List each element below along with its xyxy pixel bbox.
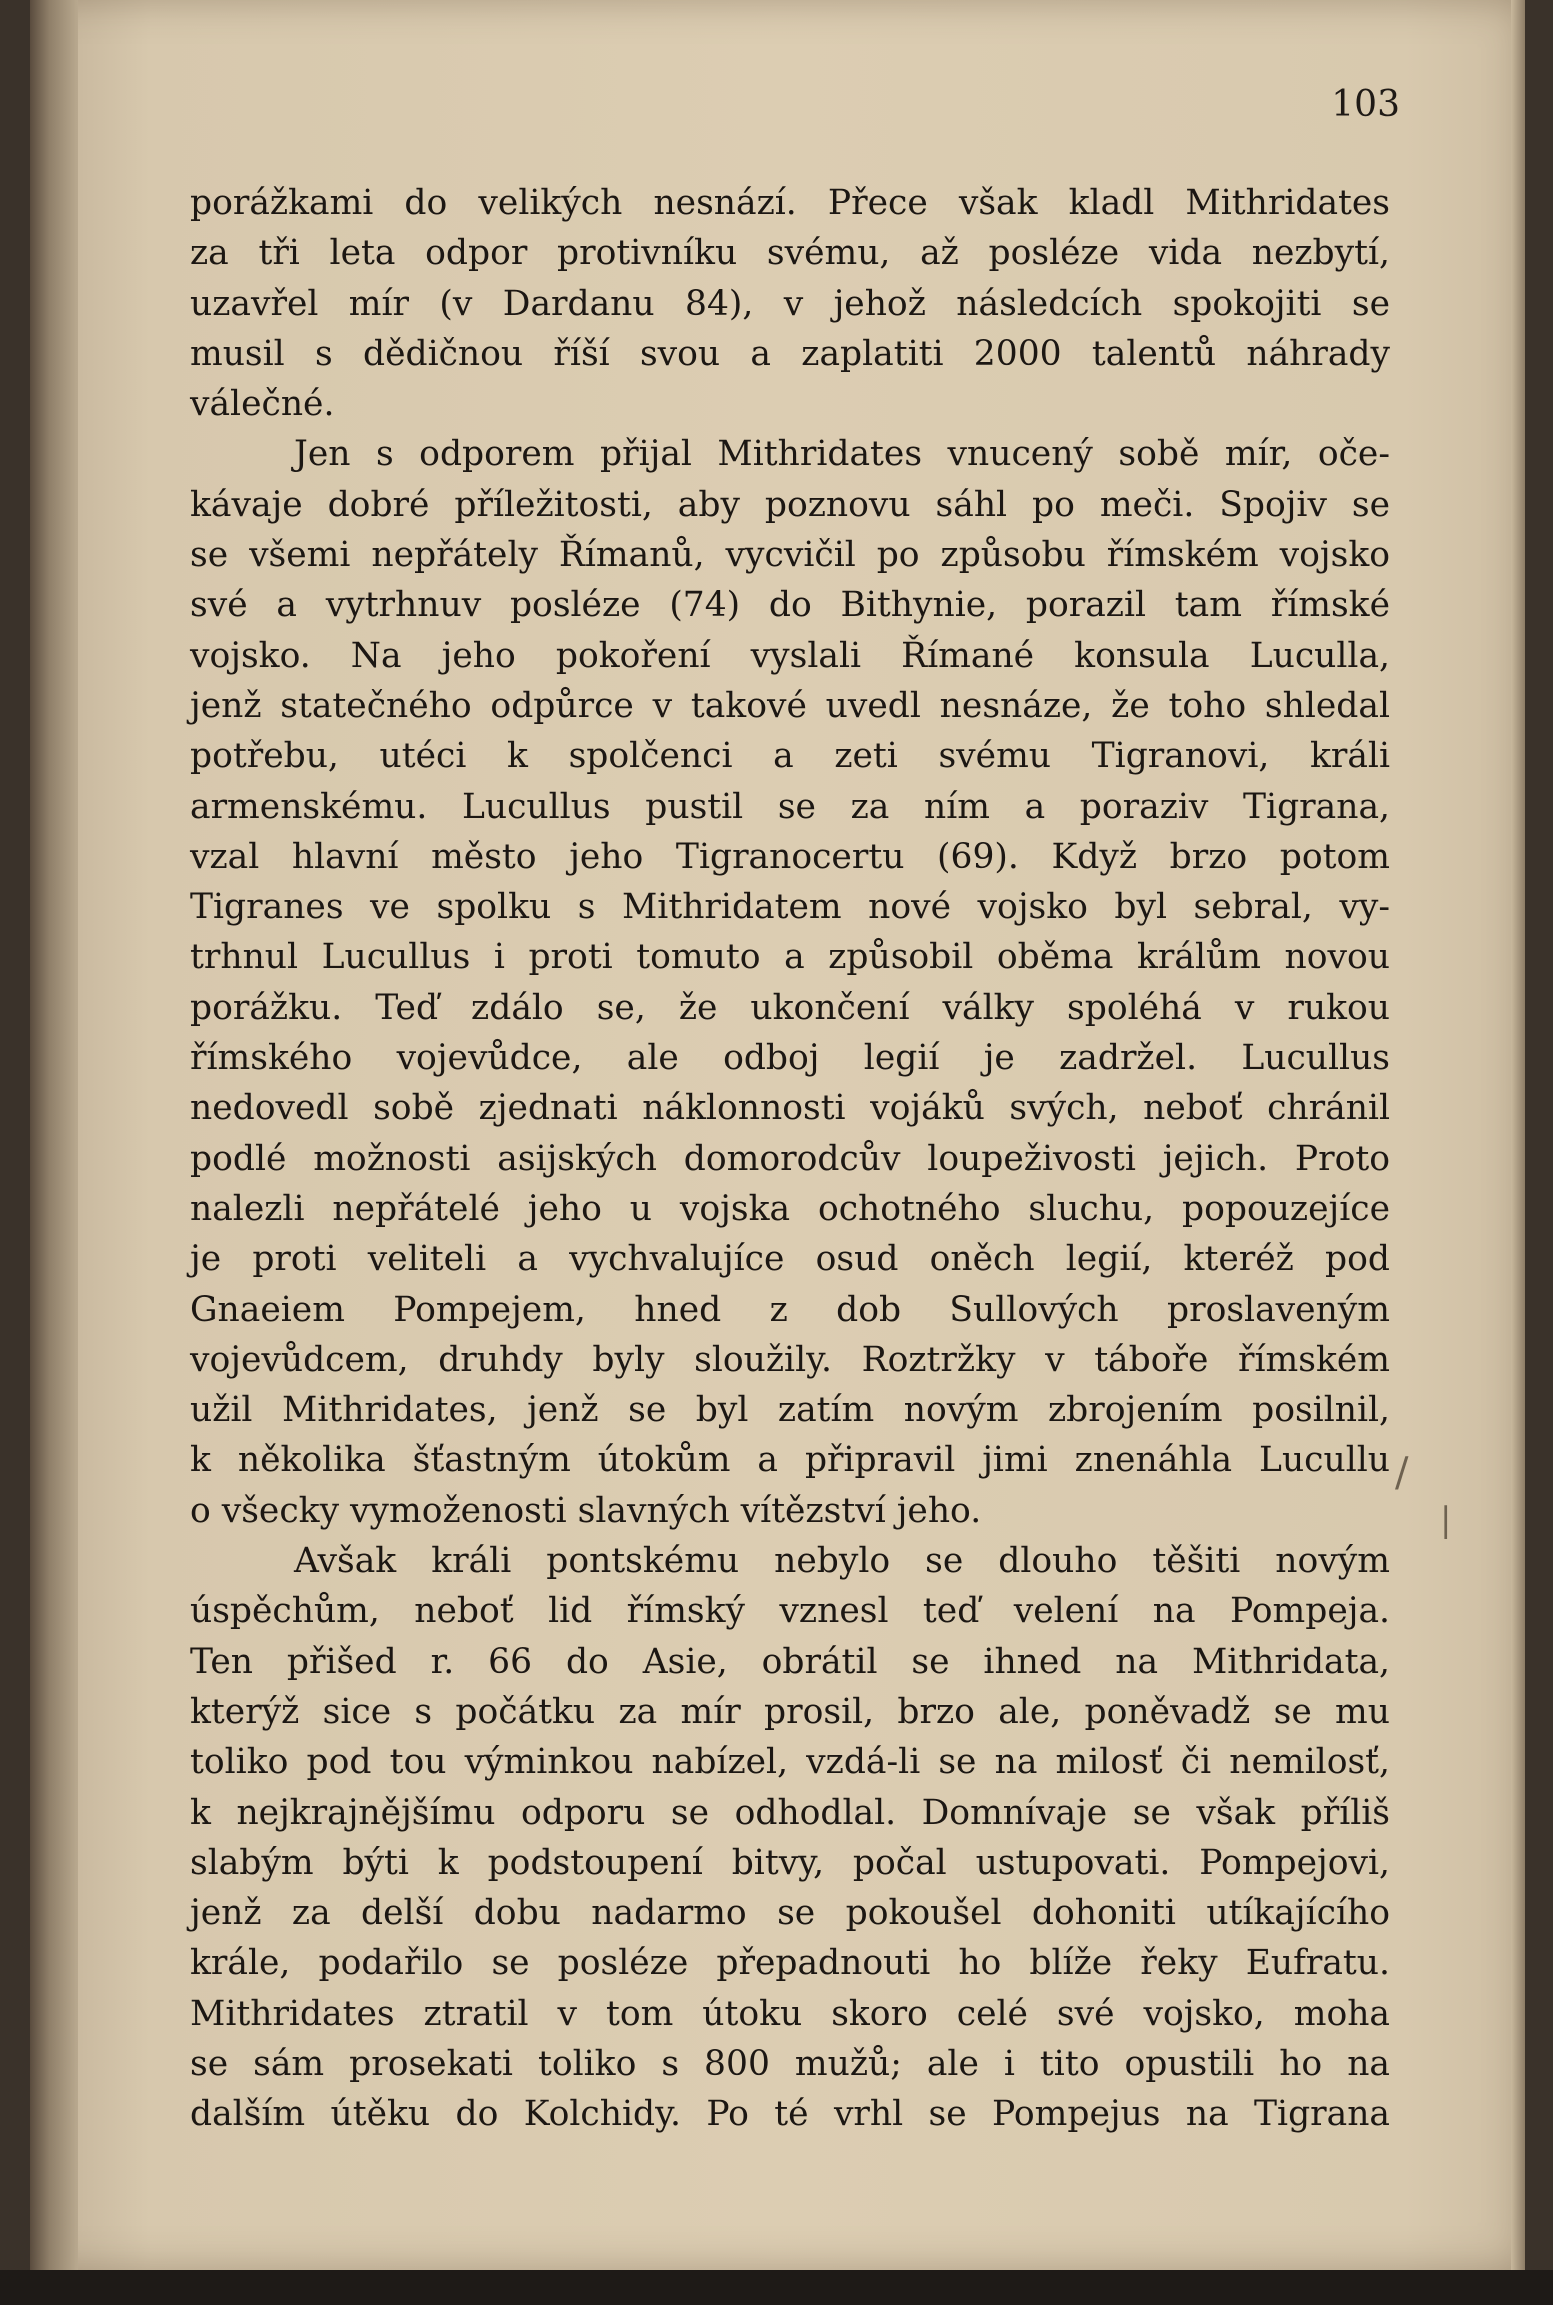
text-line: nalezli nepřátelé jeho u vojska ochotného sluchu, popouzejíce bbox=[190, 1188, 1390, 1229]
text-line: o všecky vymoženosti slavných vítězství jeho. bbox=[190, 1490, 982, 1531]
text-line: užil Mithridates, jenž se byl zatím novým zbrojením posilnil, bbox=[190, 1390, 1390, 1431]
text-line: vzal hlavní město jeho Tigranocertu (69). Když brzo potom bbox=[190, 836, 1390, 877]
text-line: válečné. bbox=[190, 384, 335, 425]
text-line: Ten přišed r. 66 do Asie, obrátil se ihned na Mithridata, bbox=[190, 1641, 1390, 1682]
margin-pencil-mark: | bbox=[1440, 1500, 1452, 1540]
text-line: Jen s odporem přijal Mithridates vnucený sobě mír, oče- bbox=[294, 434, 1390, 475]
text-line: jenž statečného odpůrce v takové uvedl nesnáze, že toho shledal bbox=[190, 685, 1390, 726]
text-line: dalším útěku do Kolchidy. Po té vrhl se Pompejus na Tigrana bbox=[190, 2094, 1390, 2135]
text-line: k několika šťastným útokům a připravil jimi znenáhla Lucullu bbox=[190, 1440, 1390, 1481]
text-line: potřebu, utéci k spolčenci a zeti svému Tigranovi, králi bbox=[190, 736, 1390, 777]
text-line: Mithridates ztratil v tom útoku skoro celé své vojsko, moha bbox=[190, 1993, 1390, 2034]
text-line: musil s dědičnou říší svou a zaplatiti 2000 talentů náhrady bbox=[190, 333, 1390, 374]
text-line: své a vytrhnuv posléze (74) do Bithynie, porazil tam římské bbox=[190, 585, 1390, 626]
text-line: za tři leta odpor protivníku svému, až posléze vida nezbytí, bbox=[190, 233, 1390, 274]
margin-pencil-mark: / bbox=[1395, 1450, 1409, 1496]
text-line: se všemi nepřátely Římanů, vycvičil po způsobu římském vojsko bbox=[190, 535, 1390, 576]
text-line: slabým býti k podstoupení bitvy, počal ustupovati. Pompejovi, bbox=[190, 1842, 1390, 1883]
scan-bottom-border bbox=[0, 2270, 1553, 2305]
text-line: k nejkrajnějšímu odporu se odhodlal. Domnívaje se však příliš bbox=[190, 1792, 1390, 1833]
text-line: vojsko. Na jeho pokoření vyslali Římané konsula Luculla, bbox=[190, 635, 1390, 676]
text-line: armenskému. Lucullus pustil se za ním a poraziv Tigrana, bbox=[190, 786, 1390, 827]
text-line: toliko pod tou výminkou nabízel, vzdá-li se na milosť či nemilosť, bbox=[190, 1742, 1390, 1783]
body-text bbox=[190, 178, 1390, 2140]
text-line: porážku. Teď zdálo se, že ukončení války spoléhá v rukou bbox=[190, 987, 1390, 1028]
text-line: kterýž sice s počátku za mír prosil, brzo ale, poněvadž se mu bbox=[190, 1691, 1390, 1732]
book-spine bbox=[30, 0, 78, 2270]
text-line: nedovedl sobě zjednati náklonnosti vojáků svých, neboť chránil bbox=[190, 1088, 1390, 1129]
text-line: vojevůdcem, druhdy byly sloužily. Roztržky v táboře římském bbox=[190, 1339, 1390, 1380]
page-edge bbox=[1511, 0, 1525, 2270]
text-line: je proti veliteli a vychvalujíce osud oněch legií, kteréž pod bbox=[190, 1239, 1390, 1280]
text-line: krále, podařilo se posléze přepadnouti ho blíže řeky Eufratu. bbox=[190, 1943, 1390, 1984]
text-line: podlé možnosti asijských domorodcův loupeživosti jejich. Proto bbox=[190, 1138, 1390, 1179]
text-line: římského vojevůdce, ale odboj legií je zadržel. Lucullus bbox=[190, 1038, 1390, 1079]
text-line: úspěchům, neboť lid římský vznesl teď velení na Pompeja. bbox=[190, 1591, 1390, 1632]
text-line: jenž za delší dobu nadarmo se pokoušel dohoniti utíkajícího bbox=[190, 1893, 1390, 1934]
text-line: Avšak králi pontskému nebylo se dlouho těšiti novým bbox=[294, 1541, 1390, 1582]
text-line: kávaje dobré příležitosti, aby poznovu sáhl po meči. Spojiv se bbox=[190, 484, 1390, 525]
text-line: Gnaeiem Pompejem, hned z dob Sullových proslaveným bbox=[190, 1289, 1390, 1330]
text-line: se sám prosekati toliko s 800 mužů; ale i tito opustili ho na bbox=[190, 2043, 1390, 2084]
page-number: 103 bbox=[1331, 84, 1400, 125]
text-line: Tigranes ve spolku s Mithridatem nové vojsko byl sebral, vy- bbox=[190, 887, 1390, 928]
text-line: trhnul Lucullus i proti tomuto a způsobil oběma králům novou bbox=[190, 937, 1390, 978]
text-line: porážkami do velikých nesnází. Přece však kladl Mithridates bbox=[190, 183, 1390, 223]
text-line: uzavřel mír (v Dardanu 84), v jehož následcích spokojiti se bbox=[190, 283, 1390, 324]
